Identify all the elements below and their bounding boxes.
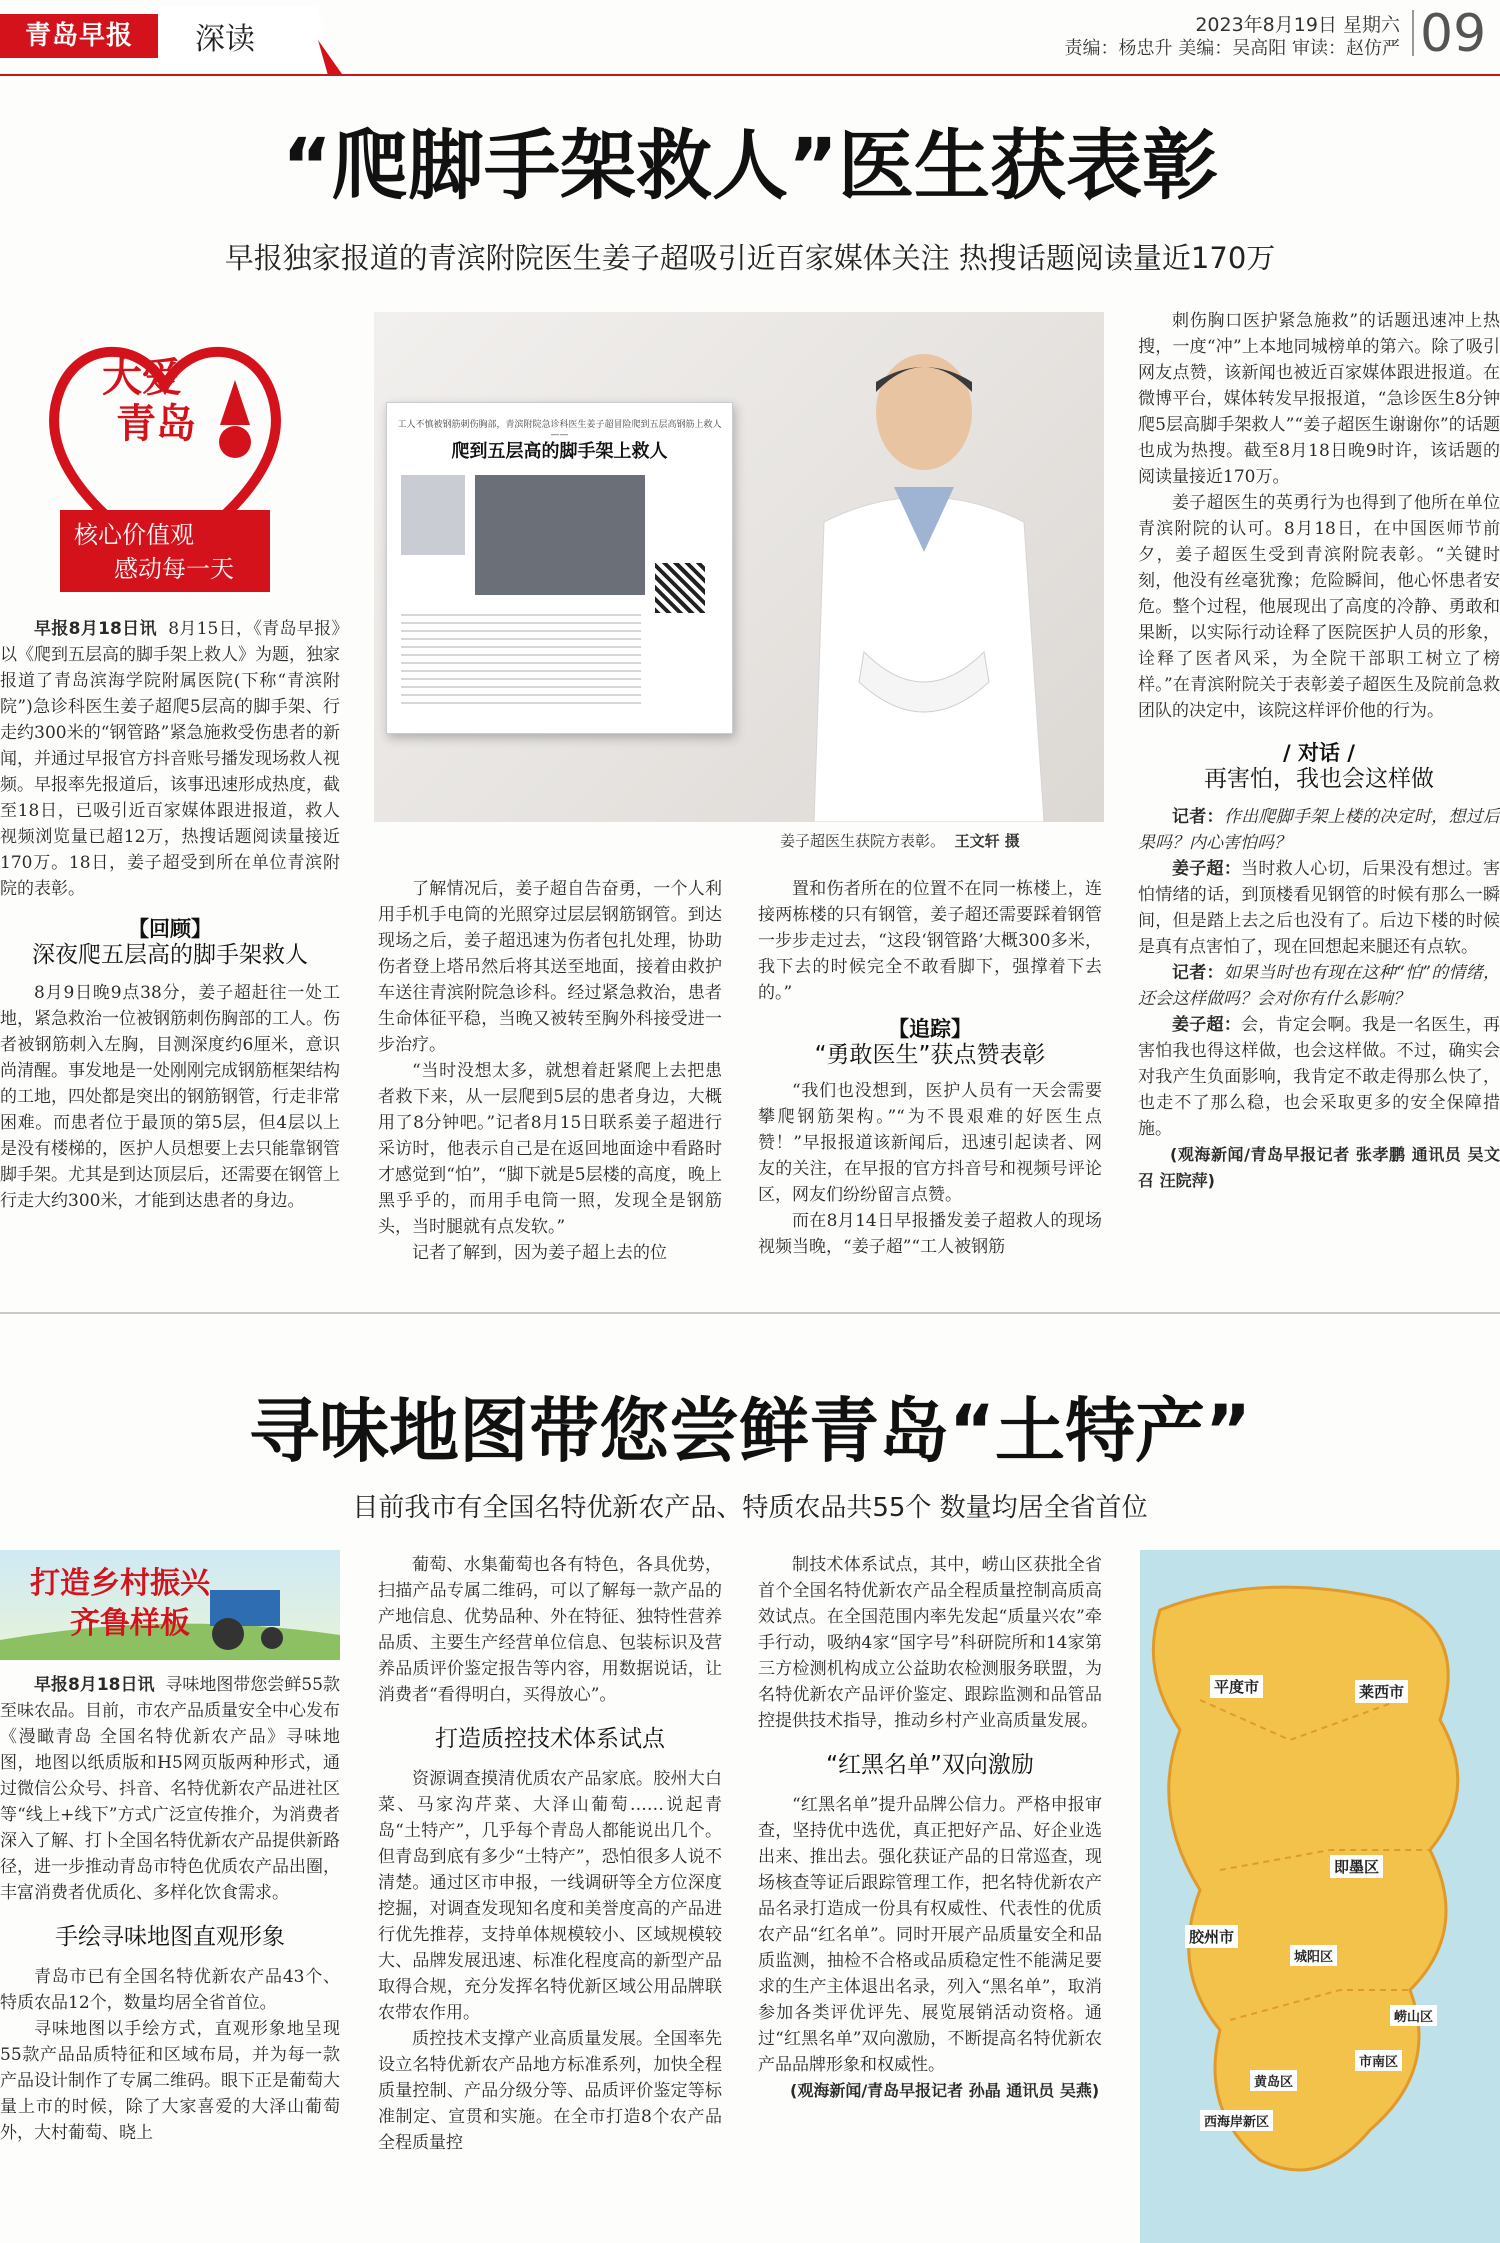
photo-caption: 姜子超医生获院方表彰。 王文轩 摄 (780, 832, 1020, 850)
rural-revitalization-banner (0, 1550, 340, 1660)
story2-headline: 寻味地图带您尝鲜青岛“土特产” (248, 1390, 1251, 1472)
map-label: 胶州市 (1185, 1925, 1238, 1948)
story1-byline: (观海新闻/青岛早报记者 张孝鹏 通讯员 吴文召 汪院萍) (1138, 1145, 1500, 1190)
map-label: 莱西市 (1355, 1680, 1408, 1703)
daai-qingdao-badge (30, 310, 300, 600)
doctor-photo (374, 312, 1104, 822)
story2-column-3: 制技术体系试点，其中，崂山区获批全省首个全国名特优新农产品全程质量控制高质高效试点。在全国范围内率先发起“质量兴农”牵手行动，吸纳4家“国字号”科研院所和14家第三方检测机构成立公益助农检测服务联盟，为名特优新农产品评价鉴定、跟踪监测和品管品控提供技术指导，推动乡村产业高质量发展。 “红黑名单”双向激励 “红黑名单”提升品牌公信力。严格申报审查，坚持优中选优，真正把好产品、好企业选出来、推出去。强化获证产品的日常巡查，现场核查等证后跟踪管理工作，把名特优新农产品名录打造成一份具有权威性、代表性的优质农产品“红名单”。同时开展产品质量安全和品质监测，抽检不合格或品质稳定性不能满足要求的生产主体退出名录，列入“黑名单”，取消参加各类评优评先、展览展销活动资格。通过“红黑名单”双向激励，不断提高名特优新农产品品牌形象和权威性。 (观海新闻/青岛早报记者 孙晶 通讯员 吴燕) (758, 1552, 1102, 2243)
story2-byline: (观海新闻/青岛早报记者 孙晶 通讯员 吴燕) (790, 2081, 1100, 2100)
doctor-figure-icon (774, 352, 1094, 822)
badge-slogan: 核心价值观 感动每一天 (60, 510, 270, 592)
banner-title: 打造乡村振兴 齐鲁样板 (30, 1566, 210, 1641)
story1-headline: “爬脚手架救人”医生获表彰 (282, 121, 1218, 210)
page-number: 09 (1420, 4, 1487, 64)
section-heading-review: 【回顾】 深夜爬五层高的脚手架救人 (32, 917, 308, 968)
badge-title: 大爱 青岛 (102, 355, 196, 447)
story1-subheadline: 早报独家报道的青滨附院医生姜子超吸引近百家媒体关注 热搜话题阅读量近170万 (224, 241, 1276, 275)
story-divider (0, 1312, 1500, 1314)
clipping-subtitle: 工人不慎被钢筋刺伤胸部，青滨附院急诊科医生姜子超冒险爬到五层高钢筋上救人—— (397, 420, 722, 440)
section-heading-quality-control: 打造质控技术体系试点 (435, 1726, 665, 1752)
clipping-headline: 爬到五层高的脚手架上救人 (451, 441, 668, 462)
story1-column-1: 早报8月18日讯 8月15日，《青岛早报》以《爬到五层高的脚手架上救人》为题，独家报道了青岛滨海学院附属医院(下称“青滨附院”)急诊科医生姜子超爬5层高的脚手架、行走约300米的“钢管路”紧急施救受伤患者的新闻，并通过早报官方抖音账号播发现场救人视频。早报率先报道后，该事迅速形成热度，截至18日，已吸引近百家媒体跟进报道，救人视频浏览量已超12万，热搜话题阅读量接近170万。18日，姜子超受到所在单位青滨附院的表彰。 【回顾】 深夜爬五层高的脚手架救人 8月9日晚9点38分，姜子超赶往一处工地，紧急救治一位被钢筋刺伤胸部的工人。伤者被钢筋刺入左胸，目测深度约6厘米，意识尚清醒。事发地是一处刚刚完成钢筋框架结构的工地，四处都是突出的钢筋钢管，行走非常困难。而患者位于最顶的第5层，但4层以上是没有楼梯的，医护人员想要上去只能靠钢管脚手架。尤其是到达顶层后，还需要在钢管上行走大约300米，才能到达患者的身边。 (0, 619, 340, 1211)
story1-column-2: 了解情况后，姜子超自告奋勇，一个人利用手机手电筒的光照穿过层层钢筋钢管。到达现场之后，姜子超迅速为伤者包扎处理，协助伤者登上塔吊然后将其送至地面，接着由救护车送往青滨附院急诊科。经过紧急救治，患者生命体征平稳，当晚又被转至胸外科接受进一步治疗。 “当时没想太多，就想着赶紧爬上去把患者救下来，从一层爬到5层的患者身边，大概用了8分钟吧。”记者8月15日联系姜子超进行采访时，他表示自己是在返回地面途中看路时才感觉到“怕”，“脚下就是5层楼的高度，晚上黑乎乎的，而用手电筒一照，发现全是钢筋头，当时腿就有点发软。” 记者了解到，因为姜子超上去的位 (378, 879, 722, 1263)
map-label: 市南区 (1355, 2050, 1402, 2071)
map-label: 黄岛区 (1250, 2070, 1297, 2091)
map-label: 西海岸新区 (1200, 2110, 1273, 2131)
map-label: 平度市 (1210, 1675, 1263, 1698)
food-map-illustration (1140, 1550, 1500, 2243)
newspaper-clipping (386, 402, 733, 734)
clipping-photo (475, 475, 645, 595)
section-heading-handdrawn-map: 手绘寻味地图直观形象 (55, 1924, 285, 1950)
section-name: 深读 (195, 22, 255, 57)
story1-column-3: 置和伤者所在的位置不在同一栋楼上，连接两栋楼的只有钢管，姜子超还需要踩着钢管一步步走过去，“这段‘钢管路’大概300多米，我下去的时候完全不敢看脚下，强撑着下去的。” 【追踪】 “勇敢医生”获点赞表彰 “我们也没想到，医护人员有一天会需要攀爬钢筋架构。”“为不畏艰难的好医生点赞！”早报报道该新闻后，迅速引起读者、网友的关注，在早报的官方抖音号和视频号评论区，网友们纷纷留言点赞。 而在8月14日早报播发姜子超救人的现场视频当晚，“姜子超”“工人被钢筋 (758, 879, 1102, 1257)
qr-code-icon (655, 563, 705, 613)
section-heading-red-black-list: “红黑名单”双向激励 (826, 1752, 1034, 1778)
section-heading-followup: 【追踪】 “勇敢医生”获点赞表彰 (814, 1017, 1046, 1068)
clipping-text (401, 608, 641, 708)
newspaper-logo: 青岛早报 (0, 14, 158, 58)
story2-subheadline: 目前我市有全国名特优新农产品、特质农品共55个 数量均居全省首位 (352, 1493, 1148, 1523)
map-label: 城阳区 (1290, 1945, 1337, 1966)
story2-column-2: 葡萄、水集葡萄也各有特色，各具优势，扫描产品专属二维码，可以了解每一款产品的产地信息、优势品种、外在特征、独特性营养品质、主要生产经营单位信息、包装标识及营养品质评价鉴定报告等内容，用数据说话，让消费者“看得明白，买得放心”。 打造质控技术体系试点 资源调查摸清优质农产品家底。胶州大白菜、马家沟芹菜、大泽山葡萄……说起青岛“土特产”，几乎每个青岛人都能说出几个。但青岛到底有多少“土特产”，恐怕很多人说不清楚。通过区市申报，一线调研等全方位深度挖掘，对调查发现知名度和美誉度高的产品进行优先推荐，支持单体规模较小、区域规模较大、品牌发展迅速、标准化程度高的新型产品取得合规，充分发挥名特优新区域公用品牌联农带农作用。 质控技术支撑产业高质量发展。全国率先设立名特优新农产品地方标准系列，加快全程质量控制、产品分级分等、品质评价鉴定等标准制定、宣贯和实施。在全市打造8个农产品全程质量控 (378, 1555, 722, 2153)
issue-date: 2023年8月19日 星期六 (1195, 14, 1400, 36)
story1-column-4: 刺伤胸口医护紧急施救”的话题迅速冲上热搜，一度“冲”上本地同城榜单的第六。除了吸引网友点赞，该新闻也被近百家媒体跟进报道。在微博平台，媒体转发早报报道，“急诊医生8分钟爬5层高脚手架救人”“姜子超医生谢谢你”的话题也成为热搜。截至8月18日晚9时许，该话题的阅读量接近170万。 姜子超医生的英勇行为也得到了他所在单位青滨附院的认可。8月18日，在中国医师节前夕，姜子超医生受到青滨附院表彰。“关键时刻，他没有丝毫犹豫；危险瞬间，他心怀患者安危。整个过程，他展现出了高度的冷静、勇敢和果断，以实际行动诠释了医院医护人员的形象，诠释了医者风采，为全院干部职工树立了榜样。”在青滨附院关于表彰姜子超医生及院前急救团队的决定中，该院这样评价他的行为。 / 对话 / 再害怕，我也会这样做 记者：作出爬脚手架上楼的决定时，想过后果吗？内心害怕吗？ 姜子超：当时救人心切，后果没有想过。害怕情绪的话，到顶楼看见钢管的时候有那么一瞬间，但是踏上去之后也没有了。后边下楼的时候是真有点害怕了，现在回想起来腿还有点软。 记者：如果当时也有现在这种“怕”的情绪，还会这样做吗？会对你有什么影响？ 姜子超：会，肯定会啊。我是一名医生，再害怕我也得这样做，也会这样做。不过，确实会对我产生负面影响，我肯定不敢走得那么快了，也走不了那么稳，也会采取更多的安全保障措施。 (观海新闻/青岛早报记者 张孝鹏 通讯员 吴文召 汪院萍) (1138, 308, 1500, 1308)
clipping-portrait (401, 475, 465, 555)
map-label: 崂山区 (1390, 2005, 1437, 2026)
story2-column-1: 早报8月18日讯 寻味地图带您尝鲜55款至味农品。目前，市农产品质量安全中心发布《漫瞰青岛 全国名特优新农产品》寻味地图，地图以纸质版和H5网页版两种形式，通过微信公众号、抖音、名特优新农产品进社区等“线上+线下”方式广泛宣传推介，为消费者深入了解、打卜全国名特优新农产品提供新路径，进一步推动青岛市特色优质农产品出圈，丰富消费者优质化、多样化饮食需求。 手绘寻味地图直观形象 青岛市已有全国名特优新农产品43个、特质农品12个，数量均居全省首位。 寻味地图以手绘方式，直观形象地呈现55款产品品质特征和区域布局，并为每一款产品设计制作了专属二维码。眼下正是葡萄大量上市的时候，除了大家喜爱的大泽山葡萄外，大村葡萄、晓上 (0, 1675, 340, 2143)
section-heading-dialogue: / 对话 / 再害怕，我也会这样做 (1204, 741, 1434, 792)
qingdao-map-icon (1140, 1550, 1500, 2243)
header-separator (1412, 10, 1414, 56)
map-label: 即墨区 (1330, 1855, 1383, 1878)
editor-credits: 责编：杨忠升 美编：吴高阳 审读：赵仿严 (1064, 38, 1400, 59)
